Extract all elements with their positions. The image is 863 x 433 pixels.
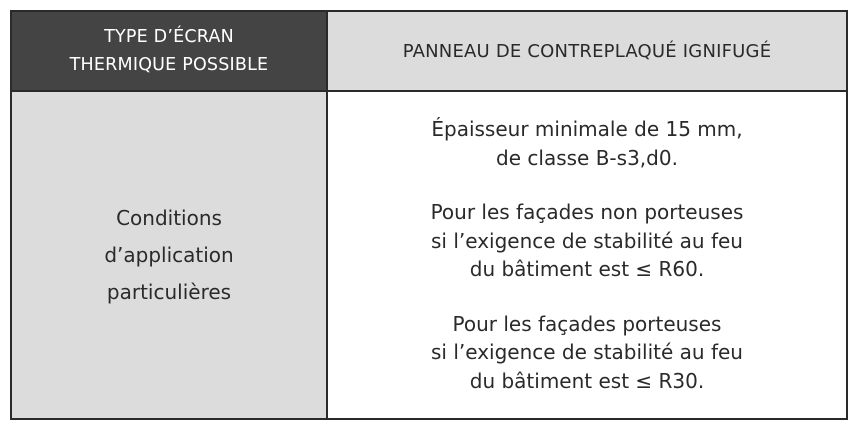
row-label-conditions xyxy=(12,92,328,418)
condition-line: si l’exigence de stabilité au feu xyxy=(431,340,743,364)
condition-line: du bâtiment est ≤ R30. xyxy=(469,368,705,393)
condition-line: Pour les façades porteuses xyxy=(452,311,722,336)
condition-non-load-bearing xyxy=(431,198,744,284)
condition-line: Épaisseur minimale de 15 mm, xyxy=(431,117,743,141)
row-label-line: particulières xyxy=(106,279,232,304)
row-conditions-content xyxy=(328,92,846,418)
row-label-line: Conditions xyxy=(116,205,222,230)
header-plywood-panel-label: PANNEAU DE CONTREPLAQUÉ IGNIFUGÉ xyxy=(402,40,772,62)
row-label-line: d’application xyxy=(104,242,234,267)
condition-load-bearing xyxy=(431,310,743,396)
header-screen-type-line: THERMIQUE POSSIBLE xyxy=(69,55,269,75)
spec-table xyxy=(10,10,848,420)
condition-line: du bâtiment est ≤ R60. xyxy=(469,257,705,281)
condition-line: Pour les façades non porteuses xyxy=(430,200,744,224)
condition-thickness xyxy=(431,115,742,172)
header-screen-type xyxy=(12,12,328,92)
condition-line: de classe B-s3,d0. xyxy=(496,145,678,170)
header-plywood-panel xyxy=(328,12,846,92)
header-screen-type-line: TYPE D’ÉCRAN xyxy=(104,27,234,47)
condition-line: si l’exigence de stabilité au feu xyxy=(431,228,743,253)
